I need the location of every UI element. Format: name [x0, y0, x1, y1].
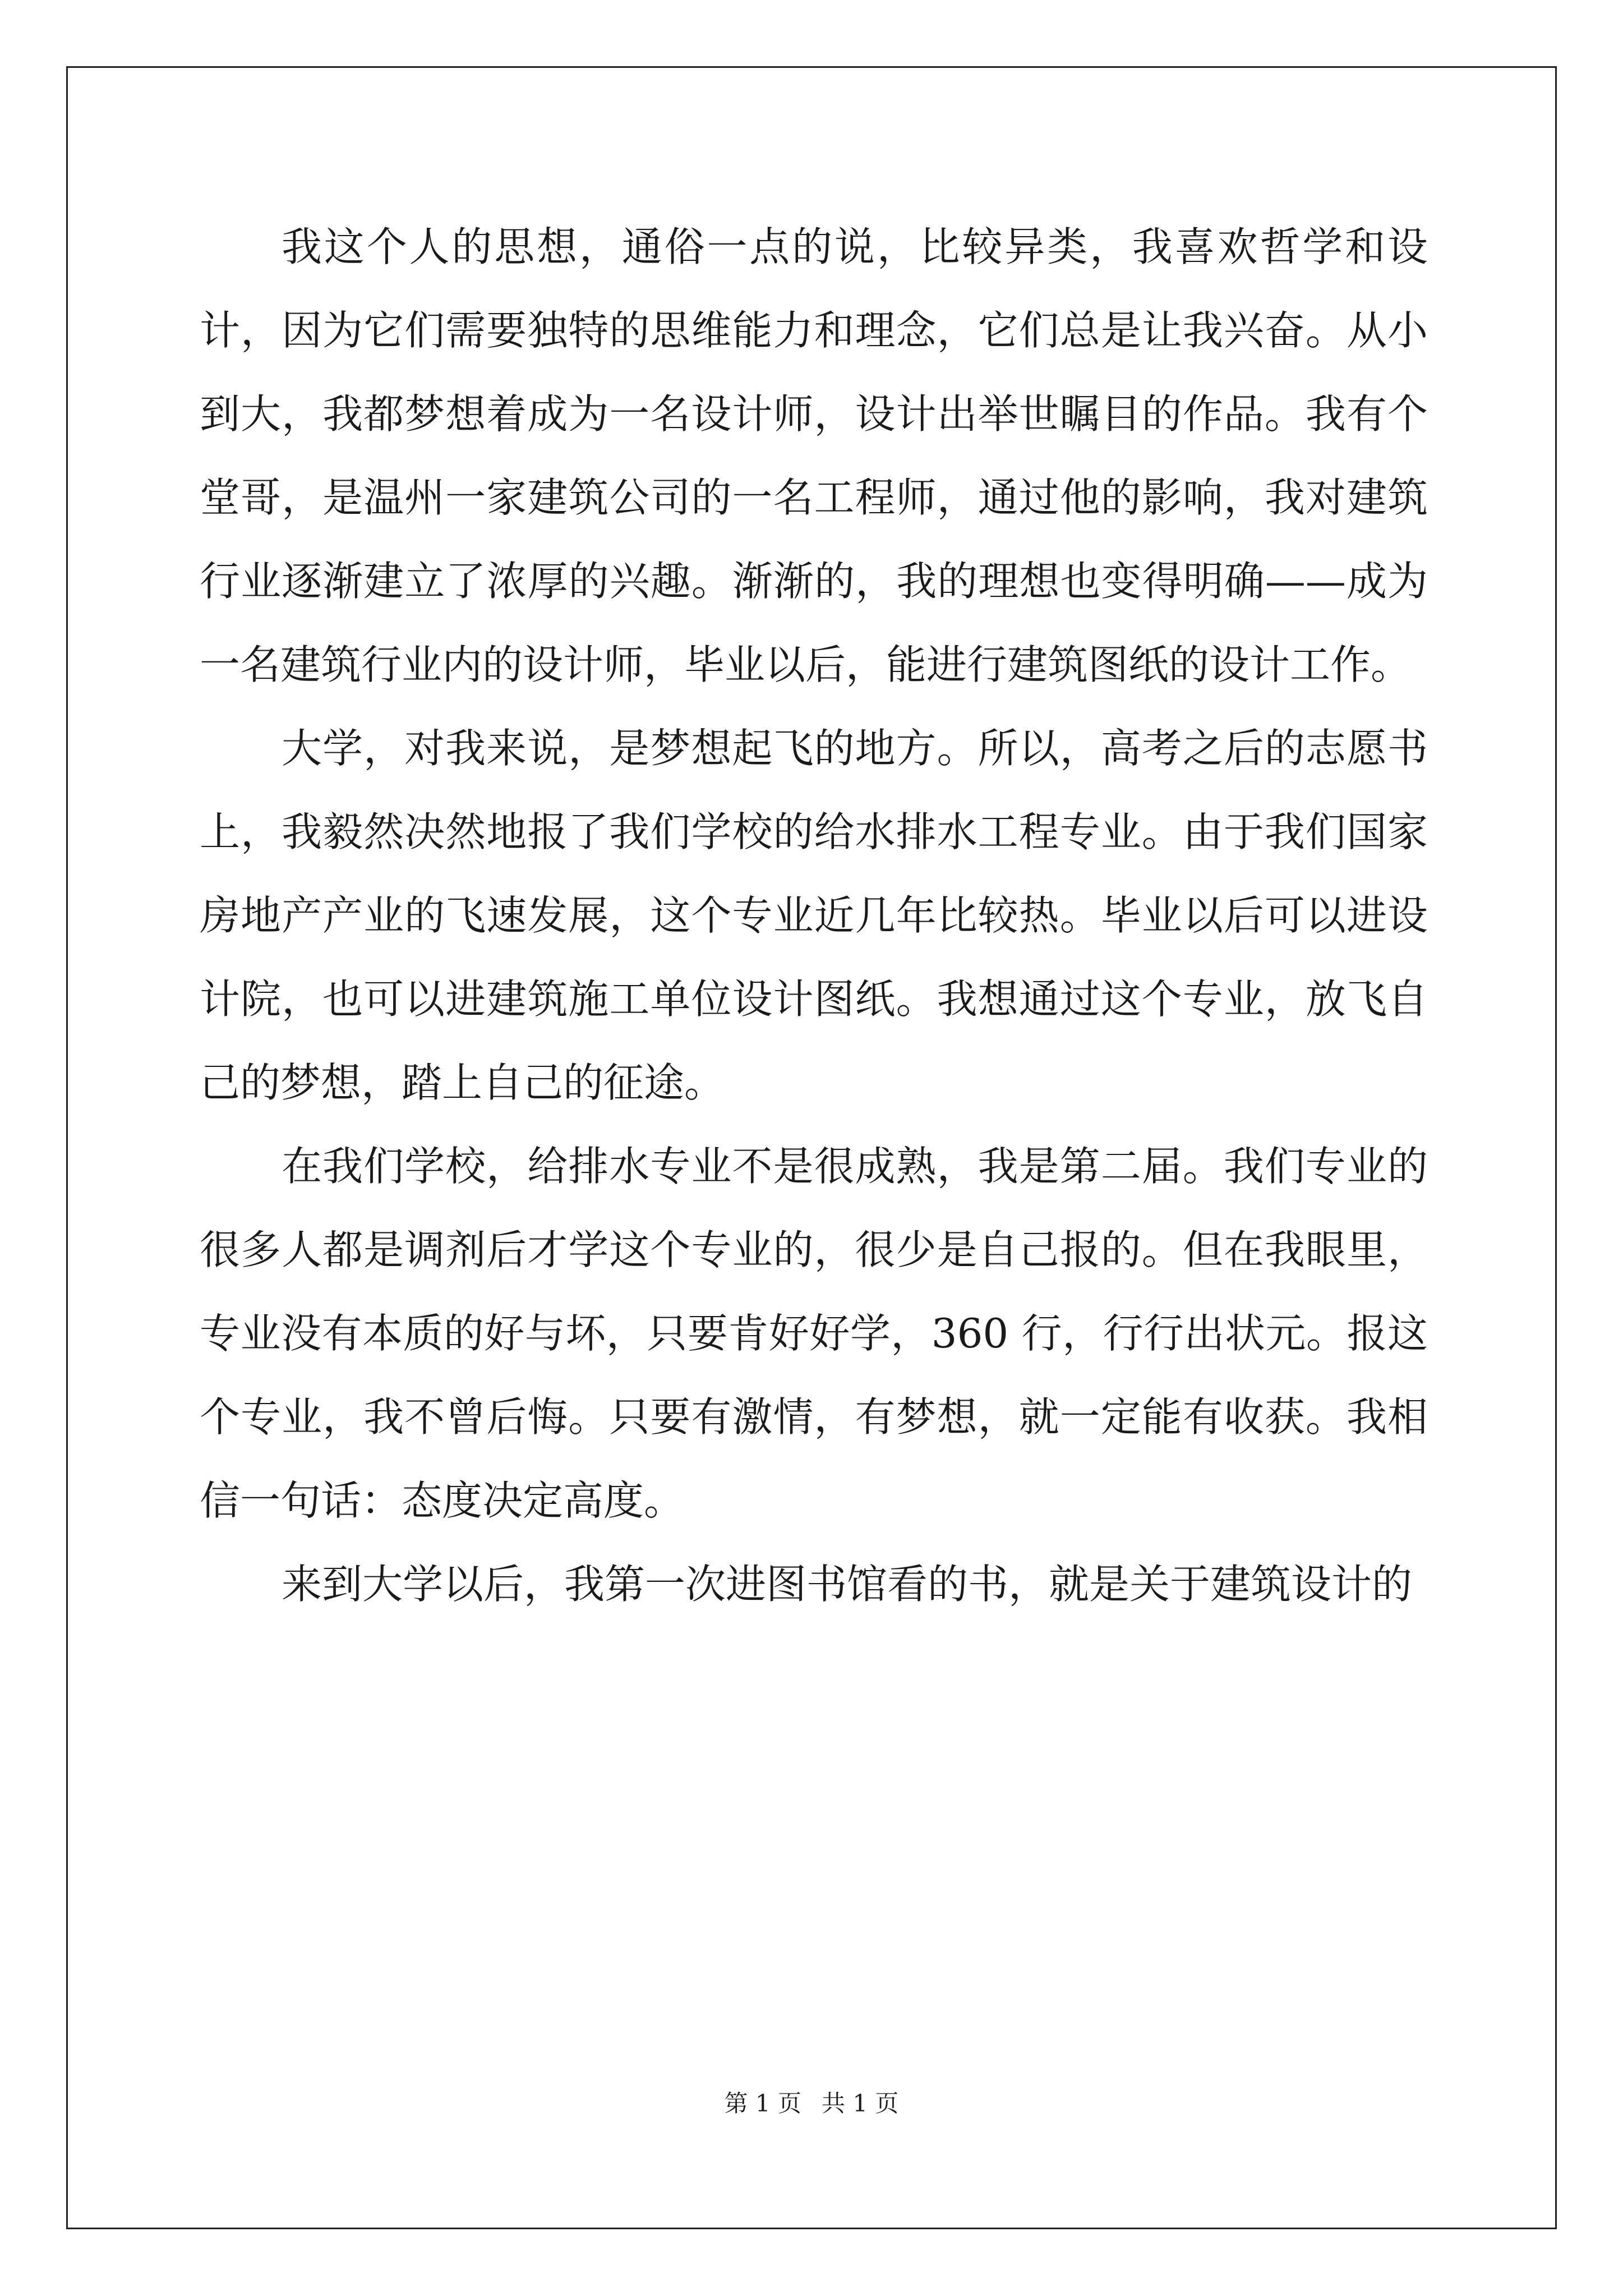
page-number: 第 1 页: [724, 2090, 801, 2117]
paragraph-3: 在我们学校，给排水专业不是很成熟，我是第二届。我们专业的很多人都是调剂后才学这个专业的，很少是自己报的。但在我眼里，专业没有本质的好与坏，只要肯好好学，360 行，行行出状元。报这个专业，我不曾后悔。只要有激情，有梦想，就一定能有收获。我相信一句话：态度决定高度。: [200, 1143, 1428, 1524]
paragraph-2: 大学，对我来说，是梦想起飞的地方。所以，高考之后的志愿书上，我毅然决然地报了我们学校的给水排水工程专业。由于我们国家房地产产业的飞速发展，这个专业近几年比较热。毕业以后可以进设计院，也可以进建筑施工单位设计图纸。我想通过这个专业，放飞自己的梦想，踏上自己的征途。: [200, 725, 1428, 1106]
document-body: [200, 205, 1428, 1626]
page-footer: [0, 2087, 1623, 2120]
paragraph-4: 来到大学以后，我第一次进图书馆看的书，就是关于建筑设计的: [282, 1561, 1413, 1608]
paragraph-1: 我这个人的思想，通俗一点的说，比较异类，我喜欢哲学和设计，因为它们需要独特的思维能力和理念，它们总是让我兴奋。从小到大，我都梦想着成为一名设计师，设计出举世瞩目的作品。我有个堂哥，是温州一家建筑公司的一名工程师，通过他的影响，我对建筑行业逐渐建立了浓厚的兴趣。渐渐的，我的理想也变得明确——成为一名建筑行业内的设计师，毕业以后，能进行建筑图纸的设计工作。: [200, 223, 1428, 688]
page-total: 共 1 页: [822, 2090, 899, 2117]
